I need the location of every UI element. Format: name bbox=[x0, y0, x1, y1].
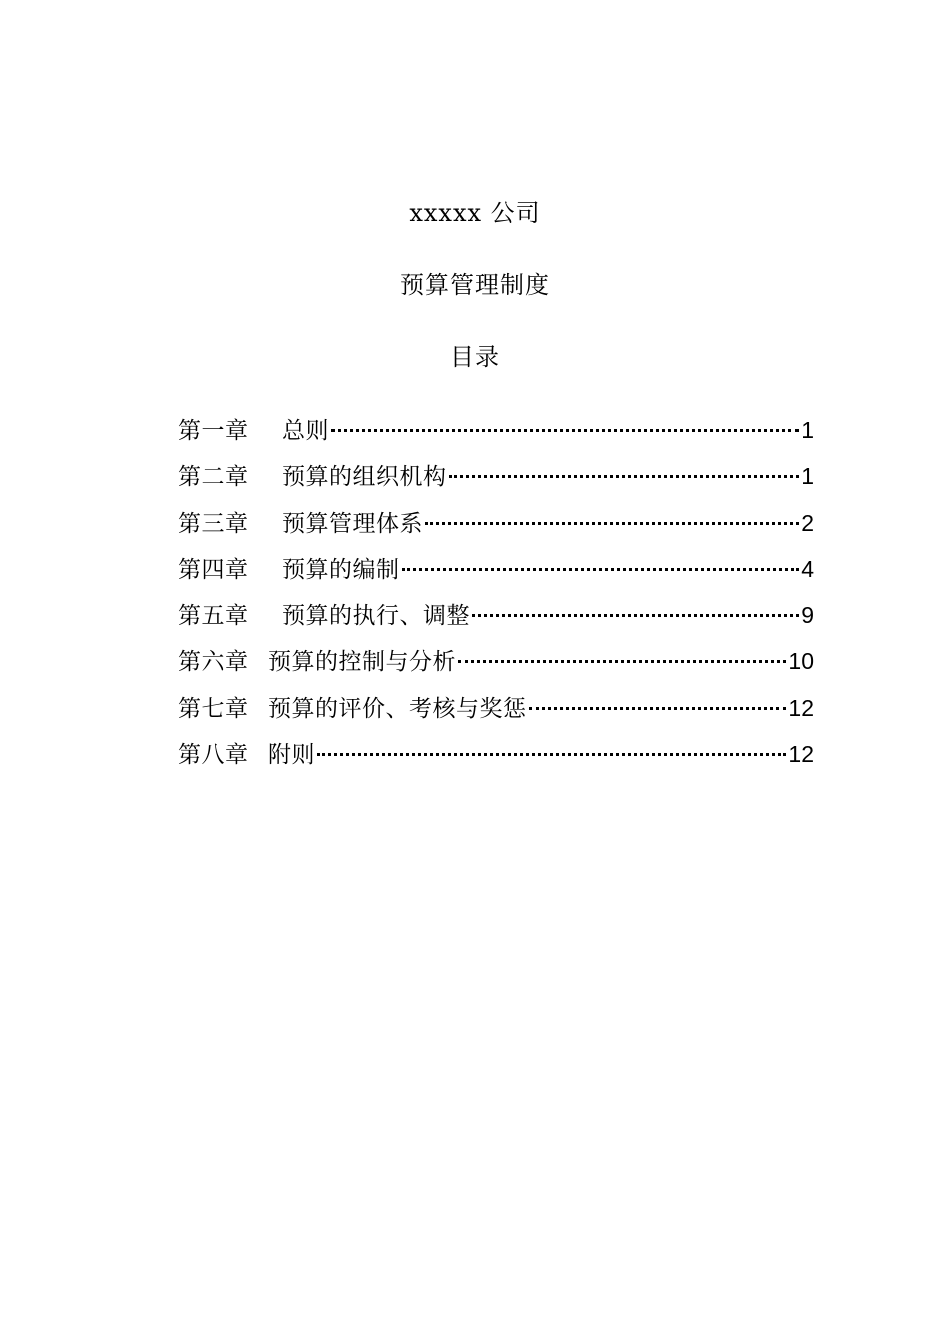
toc-chapter-title: 预算的组织机构 bbox=[282, 464, 447, 491]
toc-chapter-title: 总则 bbox=[282, 418, 329, 444]
toc-page-number: 2 bbox=[801, 509, 814, 536]
toc-dot-leader bbox=[317, 739, 786, 756]
toc-chapter-number: 第八章 bbox=[178, 742, 249, 769]
toc-dot-leader bbox=[529, 693, 787, 710]
toc-page-number: 4 bbox=[801, 555, 814, 582]
toc-entry-chapter-4[interactable] bbox=[178, 553, 814, 599]
toc-chapter-number: 第三章 bbox=[178, 510, 249, 537]
toc-chapter-number: 第七章 bbox=[178, 695, 249, 722]
toc-chapter-title: 预算管理体系 bbox=[282, 510, 423, 537]
toc-dot-leader bbox=[425, 508, 799, 525]
toc-page-number: 1 bbox=[801, 463, 814, 490]
toc-chapter-title: 预算的控制与分析 bbox=[268, 649, 456, 676]
toc-chapter-title: 预算的执行、调整 bbox=[282, 603, 470, 630]
toc-entry-chapter-8[interactable] bbox=[178, 738, 814, 784]
toc-heading: 目录 bbox=[450, 343, 500, 371]
toc-page-number: 9 bbox=[801, 602, 814, 629]
toc-chapter-title: 预算的评价、考核与奖惩 bbox=[268, 695, 527, 722]
toc-chapter-number: 第四章 bbox=[178, 556, 249, 583]
toc-entry-chapter-2[interactable] bbox=[178, 460, 814, 506]
toc-chapter-title: 预算的编制 bbox=[282, 556, 400, 583]
toc-page-number: 1 bbox=[801, 417, 814, 443]
toc-dot-leader bbox=[331, 415, 799, 432]
toc-dot-leader bbox=[449, 461, 800, 478]
toc-entry-chapter-6[interactable] bbox=[178, 645, 814, 691]
toc-chapter-number: 第二章 bbox=[178, 464, 249, 491]
toc-entry-chapter-3[interactable] bbox=[178, 507, 814, 553]
toc-chapter-number: 第六章 bbox=[178, 649, 249, 676]
toc-page-number: 12 bbox=[788, 694, 814, 721]
toc-chapter-title: 附则 bbox=[268, 742, 315, 769]
document-title: 预算管理制度 bbox=[400, 271, 550, 299]
toc-entry-chapter-7[interactable] bbox=[178, 692, 814, 738]
toc-page-number: 10 bbox=[788, 648, 814, 675]
toc-dot-leader bbox=[472, 600, 799, 617]
toc-page-number: 12 bbox=[788, 741, 814, 768]
toc-dot-leader bbox=[402, 554, 800, 571]
toc-chapter-number: 第五章 bbox=[178, 603, 249, 630]
toc-chapter-number: 第一章 bbox=[178, 418, 249, 444]
toc-dot-leader bbox=[458, 646, 786, 663]
company-name: xxxxx 公司 bbox=[409, 199, 541, 227]
toc-entry-chapter-5[interactable] bbox=[178, 599, 814, 645]
table-of-contents bbox=[178, 414, 814, 784]
toc-entry-chapter-1[interactable] bbox=[178, 414, 814, 460]
